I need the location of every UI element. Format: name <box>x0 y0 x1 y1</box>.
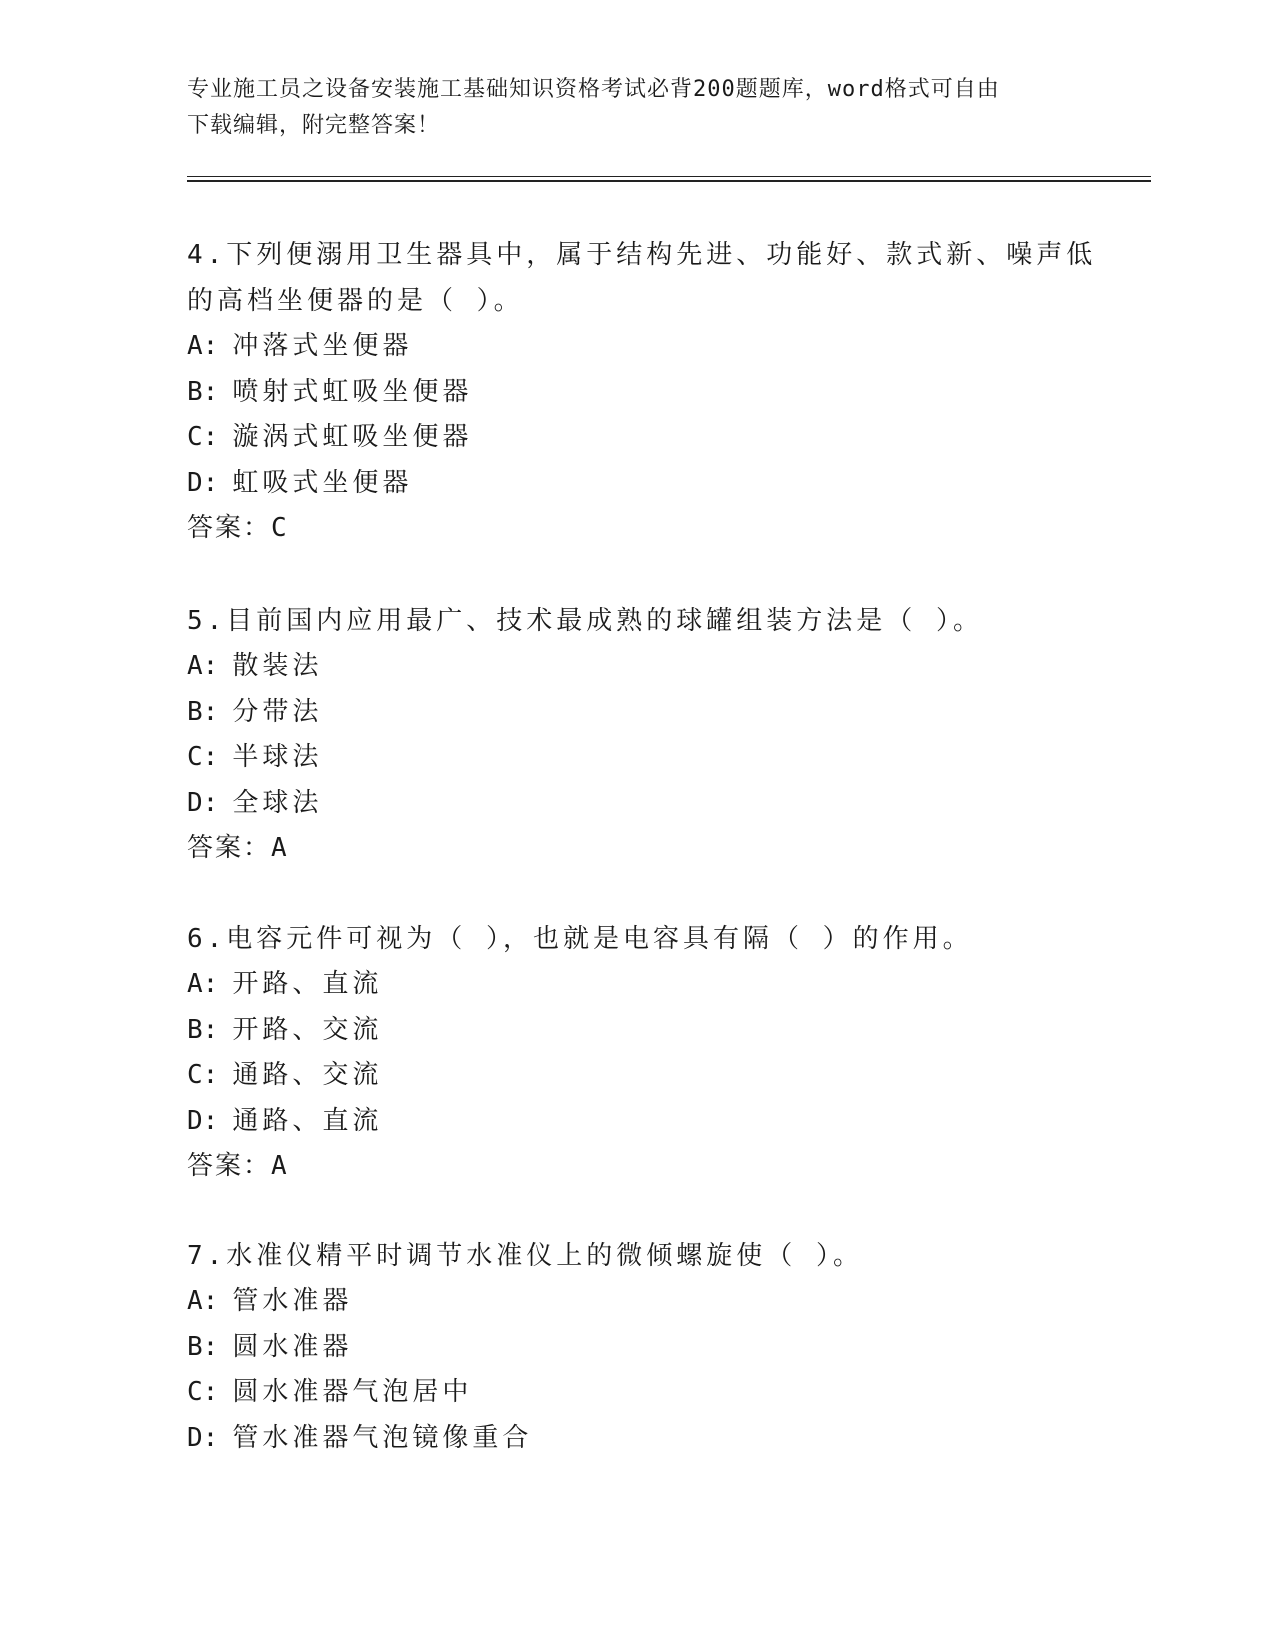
question-5 <box>187 598 1087 872</box>
option-letter: C: <box>187 1377 219 1407</box>
question-stem: 的高档坐便器的是（ ）。 <box>187 286 524 316</box>
option-a <box>187 324 1087 370</box>
question-stem: 6.电容元件可视为（ ），也就是电容具有隔（ ）的作用。 <box>187 924 973 954</box>
option-text: 管水准器 <box>232 1286 353 1316</box>
option-text: 开路、交流 <box>232 1014 383 1045</box>
document-header <box>187 72 1087 144</box>
answer-line: 答案：C <box>187 513 289 543</box>
option-letter: B: <box>187 1014 219 1045</box>
option-text: 喷射式虹吸坐便器 <box>232 376 473 407</box>
option-c <box>187 1370 1087 1416</box>
option-d <box>187 461 1087 507</box>
option-text: 通路、直流 <box>232 1105 383 1136</box>
option-a <box>187 1279 1087 1325</box>
option-letter: D: <box>187 1105 219 1136</box>
option-letter: B: <box>187 1331 219 1362</box>
option-text: 开路、直流 <box>232 969 383 999</box>
option-letter: A: <box>187 969 219 999</box>
option-letter: A: <box>187 1286 219 1316</box>
option-text: 分带法 <box>232 696 323 727</box>
option-a <box>187 962 1087 1008</box>
option-b <box>187 1325 1087 1371</box>
option-c <box>187 415 1087 461</box>
option-letter: D: <box>187 787 219 818</box>
option-b <box>187 370 1087 416</box>
option-letter: D: <box>187 467 219 498</box>
option-text: 半球法 <box>232 742 323 772</box>
option-text: 散装法 <box>232 651 323 681</box>
option-text: 管水准器气泡镜像重合 <box>232 1422 533 1453</box>
question-stem: 7.水准仪精平时调节水准仪上的微倾螺旋使（ ）。 <box>187 1241 863 1271</box>
option-b <box>187 690 1087 736</box>
header-title-line-1: 专业施工员之设备安装施工基础知识资格考试必背200题题库，word格式可自由 <box>187 77 1000 102</box>
option-text: 圆水准器气泡居中 <box>232 1377 473 1407</box>
option-d <box>187 781 1087 827</box>
option-letter: A: <box>187 651 219 681</box>
option-letter: B: <box>187 696 219 727</box>
option-letter: A: <box>187 331 219 361</box>
question-7 <box>187 1233 1087 1461</box>
option-letter: D: <box>187 1422 219 1453</box>
option-letter: B: <box>187 376 219 407</box>
question-stem: 4.下列便溺用卫生器具中，属于结构先进、功能好、款式新、噪声低 <box>187 240 1097 270</box>
option-letter: C: <box>187 422 219 452</box>
option-letter: C: <box>187 1060 219 1090</box>
option-text: 虹吸式坐便器 <box>232 467 413 498</box>
option-text: 全球法 <box>232 787 323 818</box>
option-text: 漩涡式虹吸坐便器 <box>232 422 473 452</box>
answer-line: 答案：A <box>187 833 289 863</box>
option-d <box>187 1099 1087 1145</box>
question-4 <box>187 232 1097 552</box>
option-text: 圆水准器 <box>232 1331 353 1362</box>
option-c <box>187 735 1087 781</box>
answer-line: 答案：A <box>187 1151 289 1181</box>
option-letter: C: <box>187 742 219 772</box>
question-6 <box>187 916 1087 1190</box>
header-title-line-2: 下载编辑，附完整答案！ <box>187 113 441 138</box>
option-b <box>187 1008 1087 1054</box>
option-text: 通路、交流 <box>232 1060 383 1090</box>
option-c <box>187 1053 1087 1099</box>
option-d <box>187 1416 1087 1462</box>
option-text: 冲落式坐便器 <box>232 331 413 361</box>
option-a <box>187 644 1087 690</box>
question-stem: 5.目前国内应用最广、技术最成熟的球罐组装方法是（ ）。 <box>187 606 983 636</box>
header-divider-thick <box>187 180 1151 182</box>
header-divider-thin <box>187 176 1151 177</box>
